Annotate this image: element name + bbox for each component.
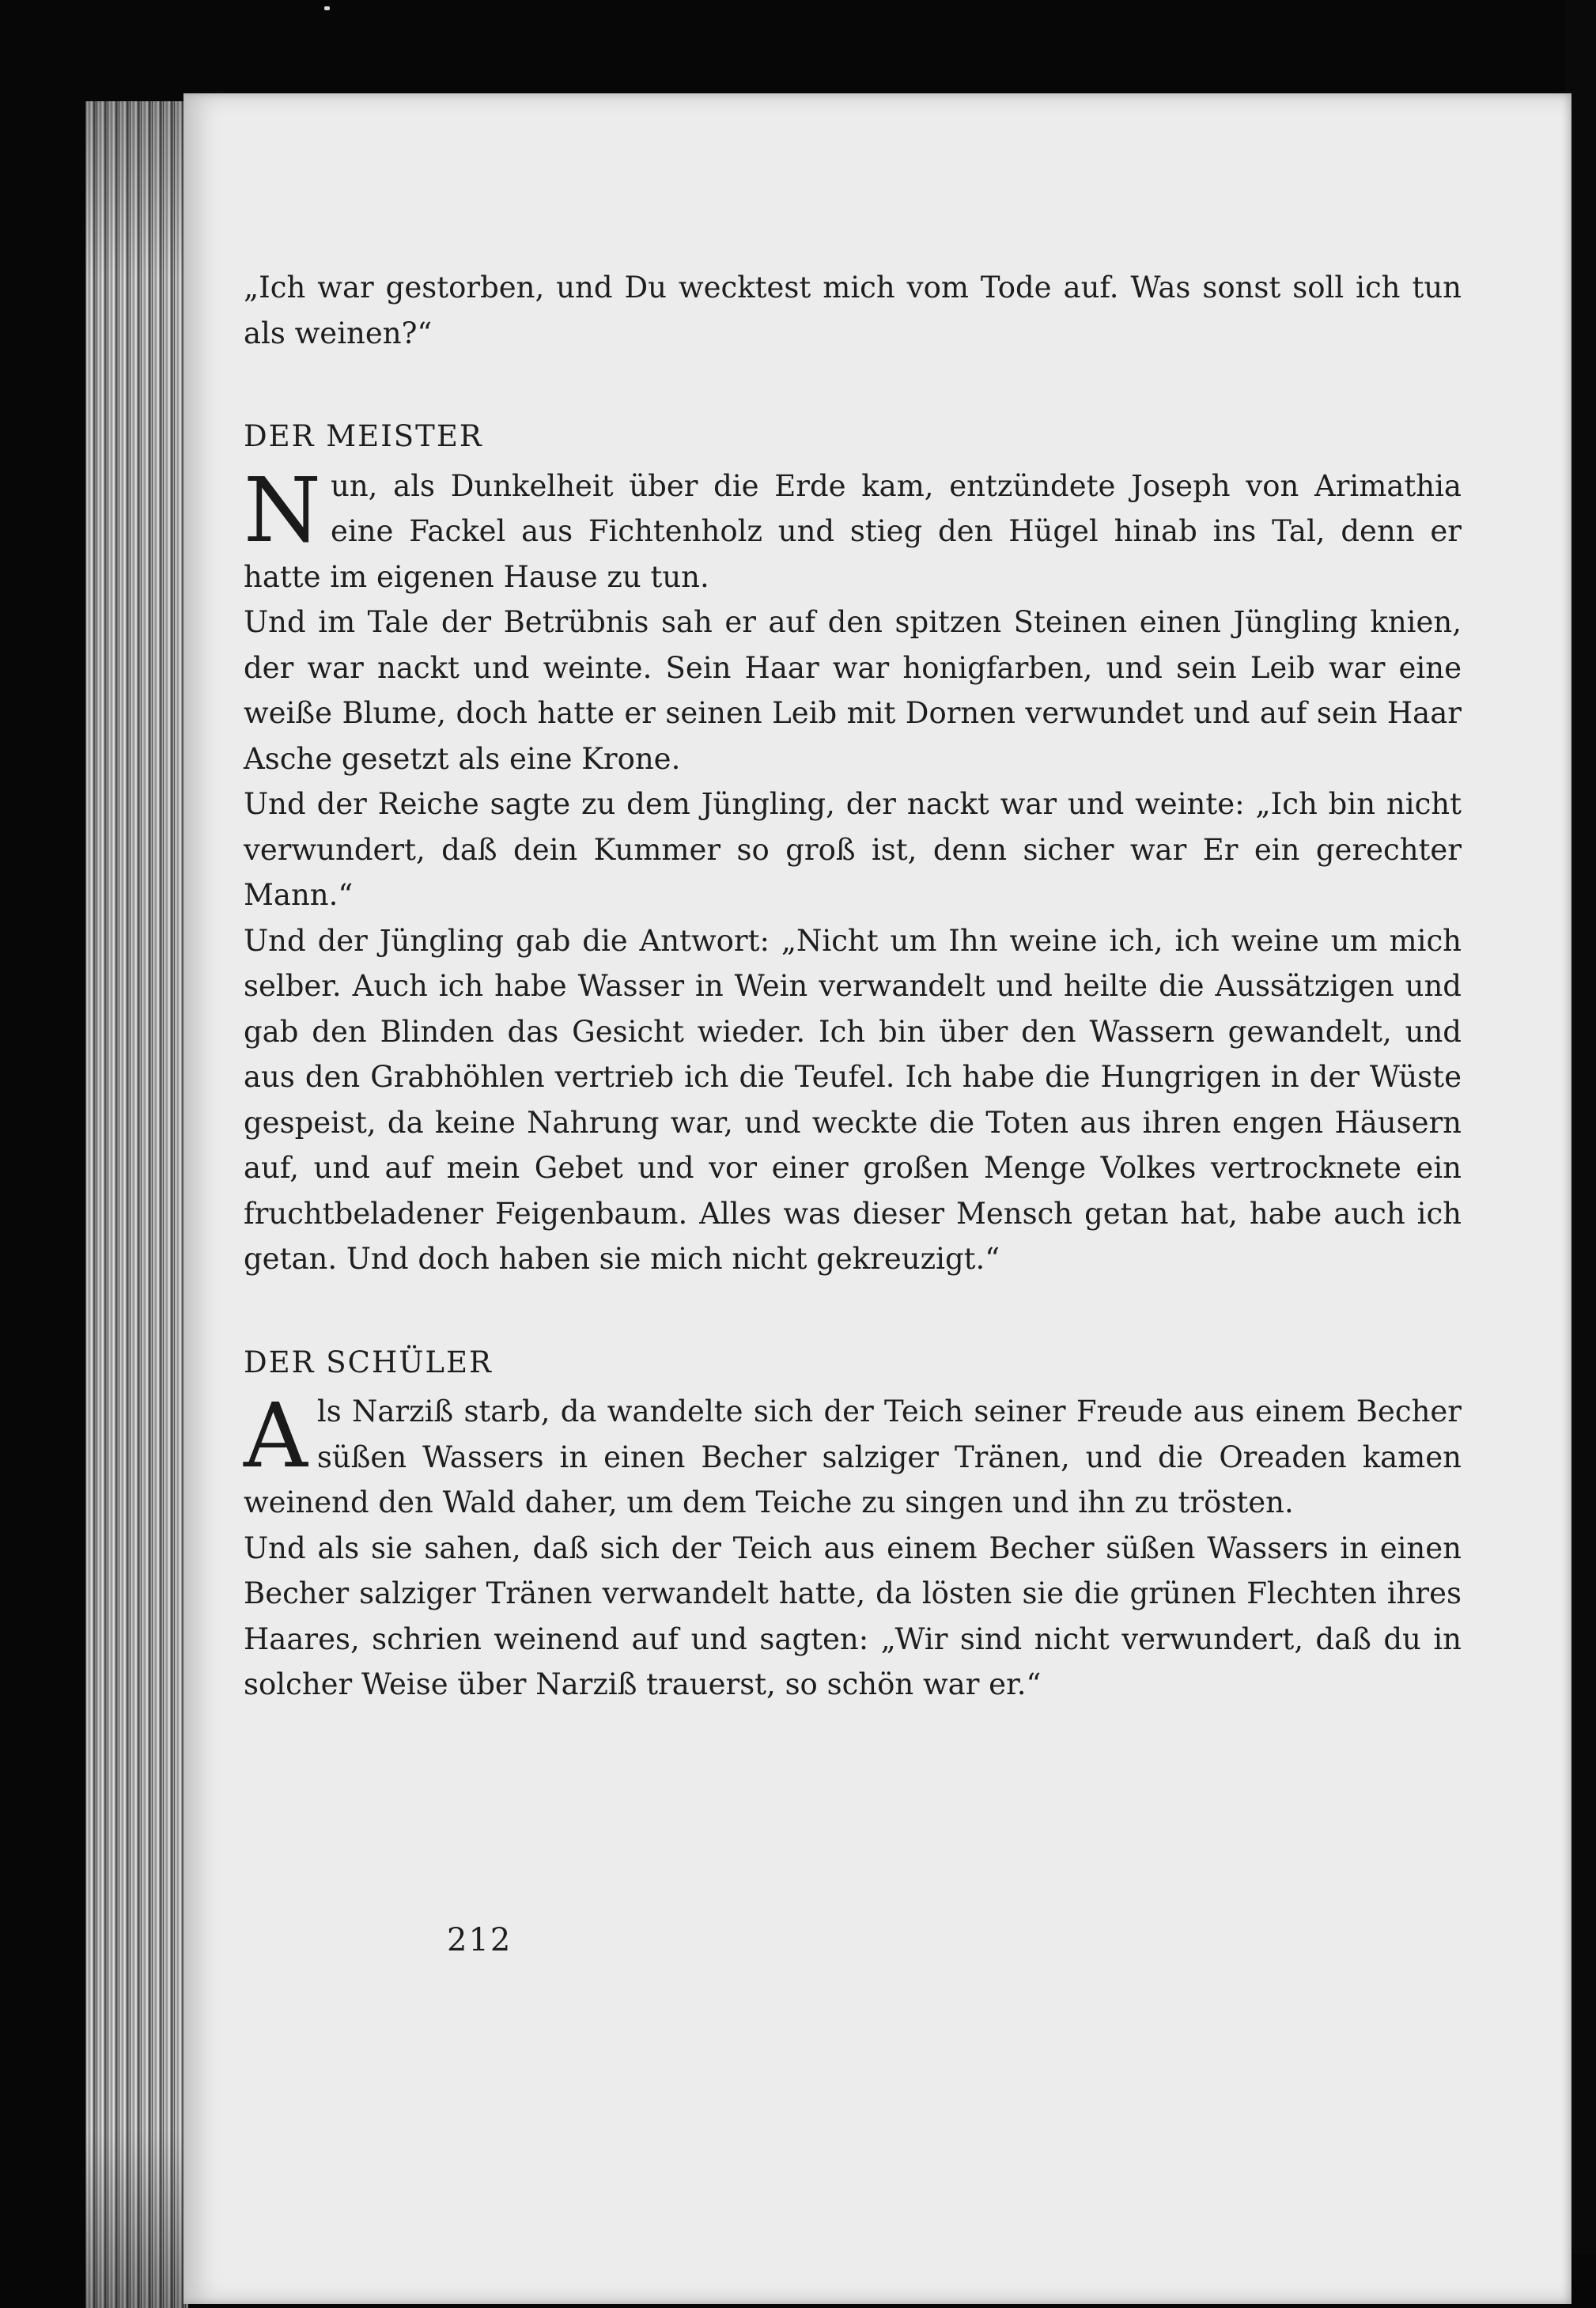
page-text [244,265,1462,1708]
meister-paragraph-1 [244,459,1462,600]
schueler-paragraph-1 [244,1385,1462,1526]
drop-cap-n: N [244,459,321,562]
section-heading-meister: DER MEISTER [244,419,483,453]
drop-cap-a: A [244,1385,308,1488]
scan-speck [324,6,330,10]
meister-paragraph-1-text: un, als Dunkelheit über die Erde kam, entzündete Joseph von Arimathia eine Fackel aus Fichtenholz und stieg den Hügel hinab ins Tal, denn er hatte im eigenen Hause zu tun. [244,468,1462,594]
opening-paragraph: „Ich war gestorben, und Du wecktest mich vom Tode auf. Was sonst soll ich tun als weinen?“ [244,271,1462,350]
section-heading-schueler: DER SCHÜLER [244,1345,493,1379]
schueler-paragraph-2: Und als sie sahen, daß sich der Teich aus einem Becher süßen Wassers in einen Becher salziger Tränen verwandelt hatte, da lösten sie die grünen Flechten ihres Haares, schrien weinend auf und sagten: „Wir sind nicht verwundert, daß du in solcher Weise über Narziß trauerst, so schön war er.“ [244,1530,1462,1701]
meister-paragraph-2: Und im Tale der Betrübnis sah er auf den spitzen Steinen einen Jüngling knien, der war nackt und weinte. Sein Haar war honigfarben, und sein Leib war eine weiße Blume, doch hatte er seinen Leib mit Dornen verwundet und auf sein Haar Asche gesetzt als eine Krone. [244,605,1462,776]
meister-paragraph-4: Und der Jüngling gab die Antwort: „Nicht um Ihn weine ich, ich weine um mich selber. Auch ich habe Wasser in Wein verwandelt und heilte die Aussätzigen und gab den Blinden das Gesicht wieder. Ich bin über den Wassern gewandelt, und aus den Grabhöhlen vertrieb ich die Teufel. Ich habe die Hungrigen in der Wüste gespeist, da keine Nahrung war, und weckte die Toten aus ihren engen Häusern auf, und auf mein Gebet und vor einer großen Menge Volkes vertrocknete ein fruchtbeladener Feigenbaum. Alles was dieser Mensch getan hat, habe auch ich getan. Und doch haben sie mich nicht gekreuzigt.“ [244,923,1462,1276]
meister-paragraph-3: Und der Reiche sagte zu dem Jüngling, der nackt war und weinte: „Ich bin nicht verwundert, daß dein Kummer so groß ist, denn sicher war Er ein gerechter Mann.“ [244,787,1462,912]
schueler-paragraph-1-text: ls Narziß starb, da wandelte sich der Teich seiner Freude aus einem Becher süßen Wassers in einen Becher salziger Tränen, und die Oreaden kamen weinend den Wald daher, um dem Teiche zu singen und ihn zu trösten. [244,1394,1462,1519]
page-edges-shadow [85,101,188,2308]
page-number: 212 [447,1922,512,1958]
